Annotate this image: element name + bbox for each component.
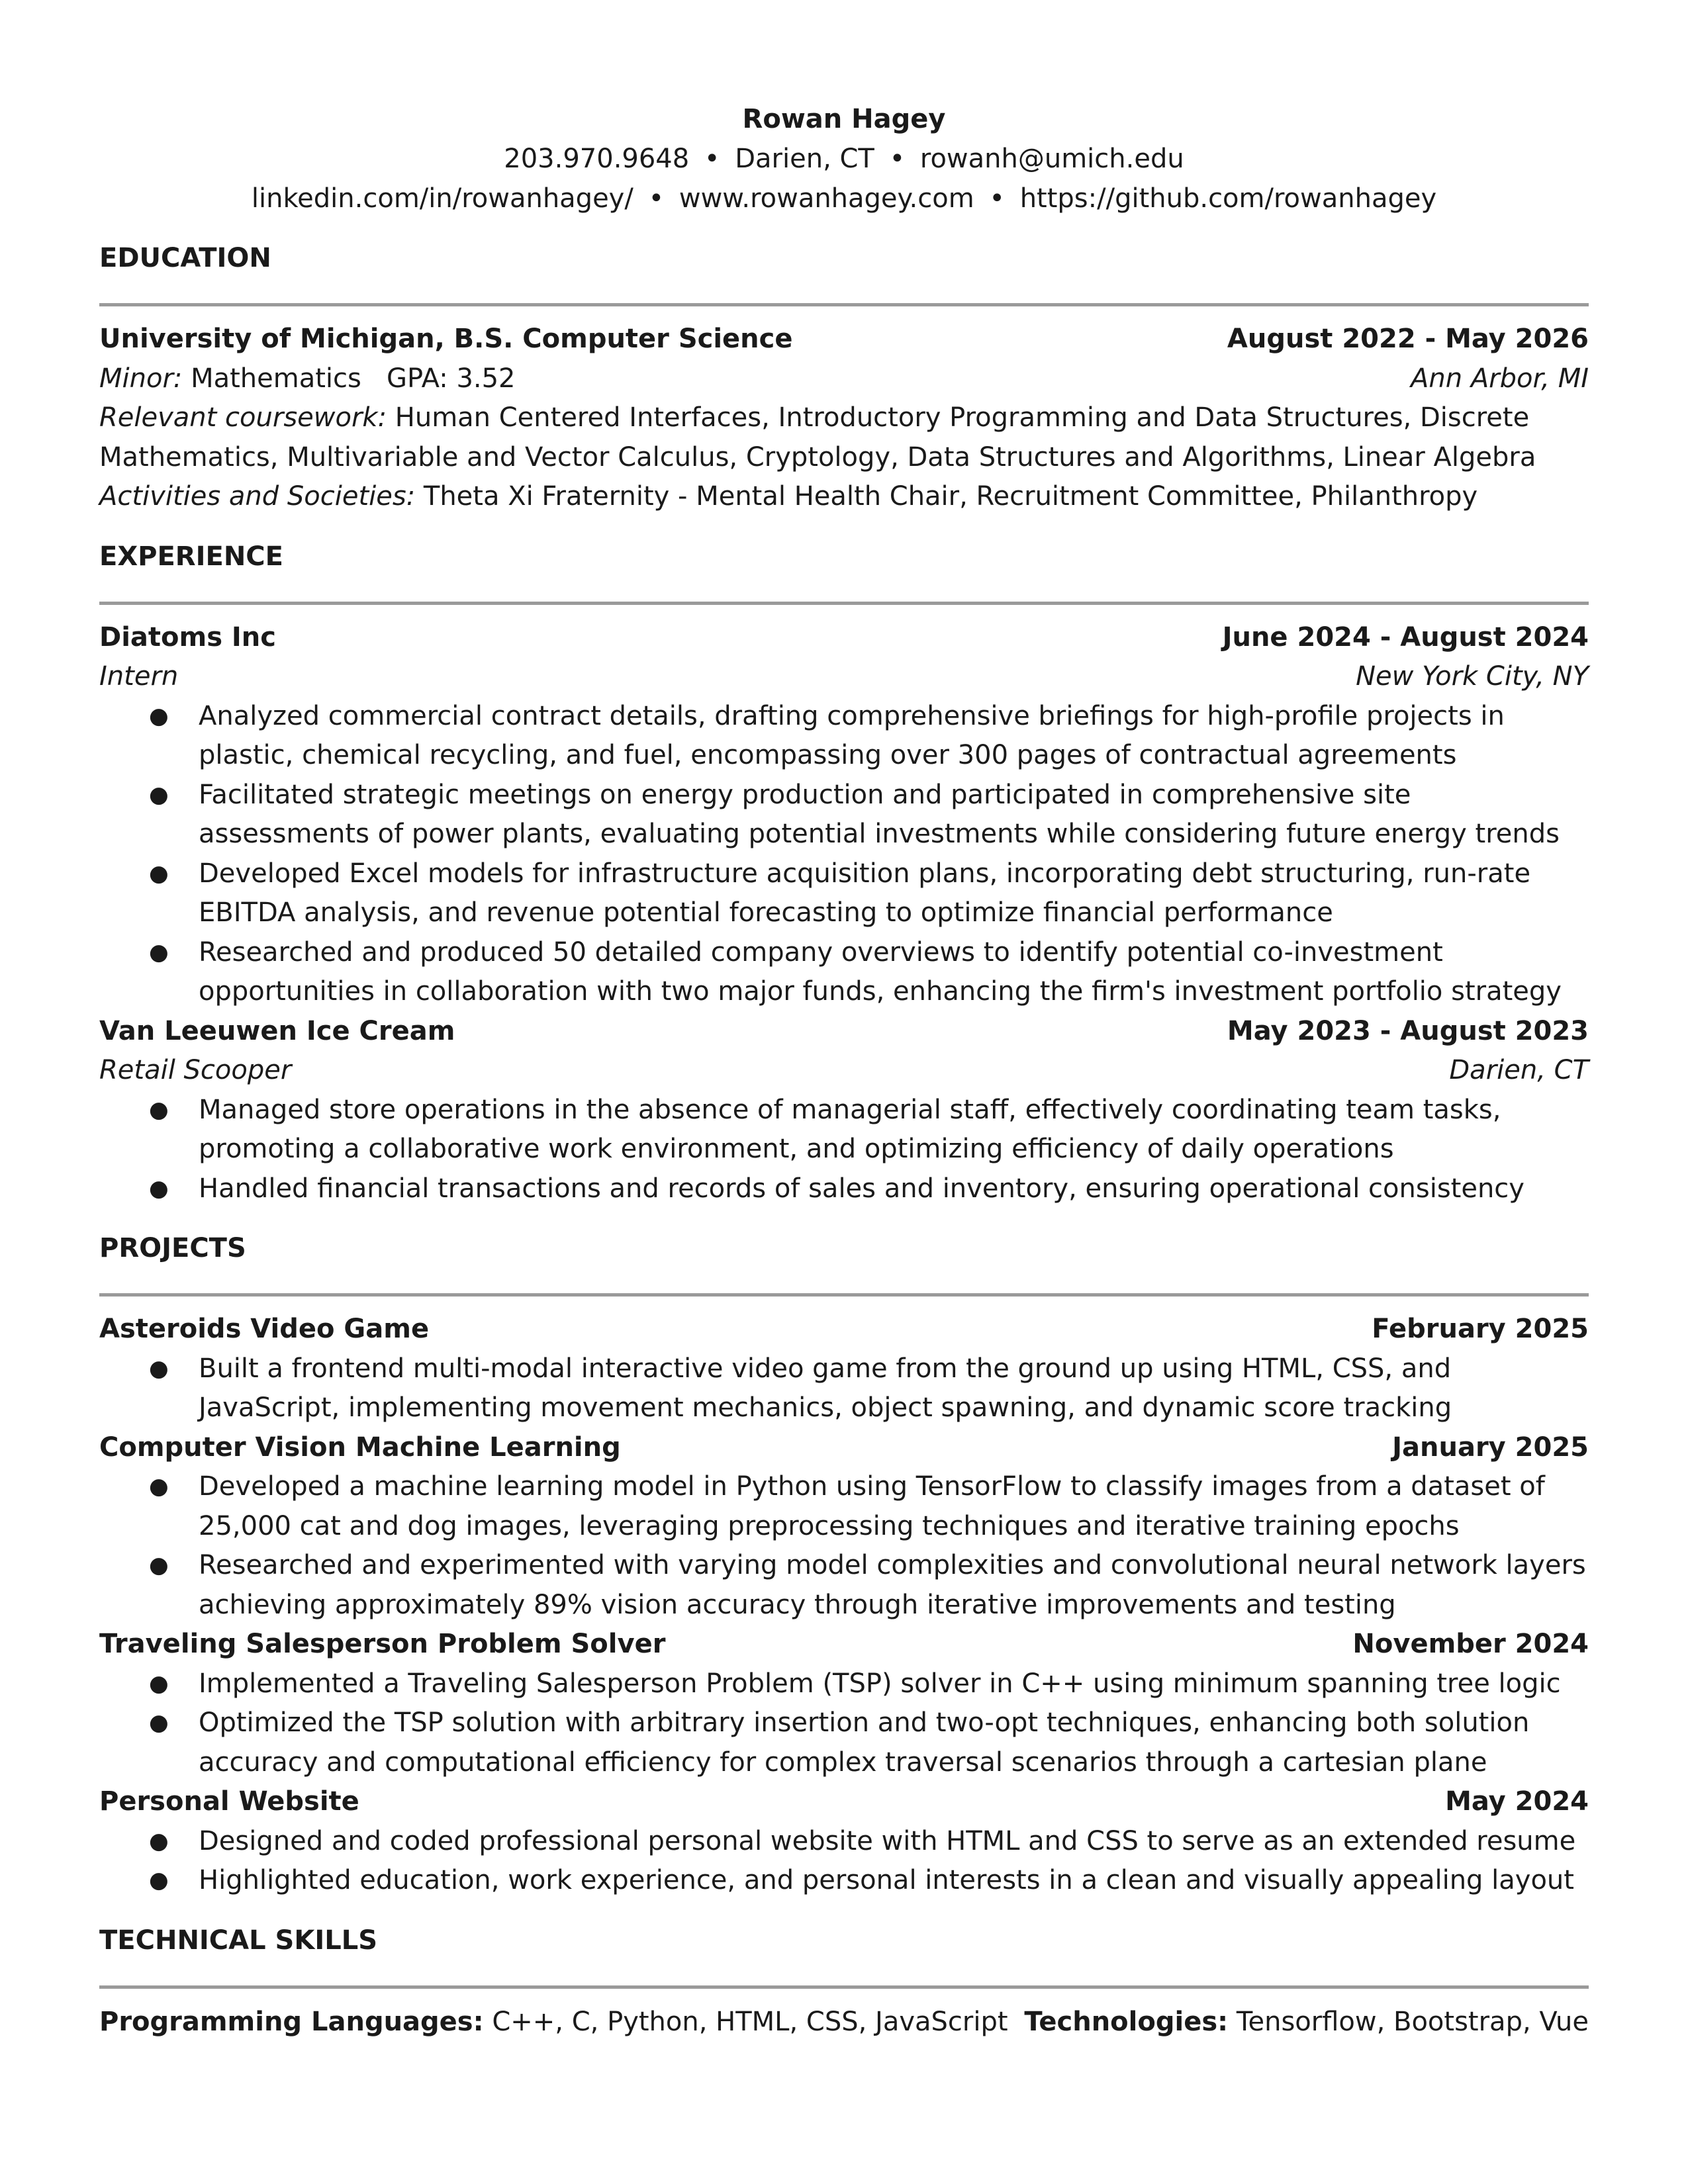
bullet-dot-icon: ● bbox=[149, 1096, 169, 1123]
bullet-dot-icon: ● bbox=[149, 860, 169, 887]
coursework-text: Human Centered Interfaces, Introductory Programming and Data Structures, Discrete Mathematics, Multivariable and Vector Calculus, Cryptology, Data Structures and Algorithms, Linear Algebra bbox=[99, 402, 1536, 473]
activities-line bbox=[99, 477, 1589, 517]
bullet-item bbox=[99, 933, 1589, 1012]
bullet-text: Developed a machine learning model in Python using TensorFlow to classify images from a dataset of 25,000 cat and dog images, leveraging preprocessing techniques and iterative training epochs bbox=[199, 1471, 1545, 1541]
project-name: Computer Vision Machine Learning bbox=[99, 1432, 621, 1463]
education-dates: August 2022 - May 2026 bbox=[1227, 324, 1589, 354]
bullet-text: Researched and produced 50 detailed company overviews to identify potential co-investment opportunities in collaboration with two major funds, enhancing the firm's investment portfolio strategy bbox=[199, 936, 1562, 1007]
email-link[interactable]: rowanh@umich.edu bbox=[919, 144, 1184, 174]
school-name: University of Michigan, B.S. Computer Science bbox=[99, 324, 793, 354]
bullet-text: Developed Excel models for infrastructure acquisition plans, incorporating debt structuring, run-rate EBITDA analysis, and revenue potential forecasting to optimize financial performance bbox=[199, 858, 1531, 928]
bullet-dot-icon: ● bbox=[149, 938, 169, 966]
phone-number: 203.970.9648 bbox=[504, 144, 690, 174]
bullet-text: Implemented a Traveling Salesperson Problem (TSP) solver in C++ using minimum spanning tree logic bbox=[199, 1668, 1561, 1699]
job-location: New York City, NY bbox=[1356, 661, 1589, 692]
coursework-line bbox=[99, 398, 1589, 477]
contact-line-2 bbox=[99, 179, 1589, 218]
section-divider bbox=[99, 1985, 1589, 1989]
bullet-text: Analyzed commercial contract details, drafting comprehensive briefings for high-profile projects in plastic, chemical recycling, and fuel, encompassing over 300 pages of contractual agreements bbox=[199, 700, 1505, 770]
job-entry bbox=[99, 618, 1589, 1012]
bullet-text: Built a frontend multi-modal interactive video game from the ground up using HTML, CSS, and JavaScript, implementing movement mechanics, object spawning, and dynamic score tracking bbox=[199, 1353, 1452, 1423]
bullet-item bbox=[99, 1861, 1589, 1901]
bullet-item bbox=[99, 854, 1589, 933]
skills-section bbox=[99, 1921, 1589, 2042]
project-header-row bbox=[99, 1625, 1589, 1664]
activities-text: Theta Xi Fraternity - Mental Health Chair, Recruitment Committee, Philanthropy bbox=[423, 481, 1478, 512]
bullet-text: Highlighted education, work experience, and personal interests in a clean and visually appealing layout bbox=[199, 1865, 1574, 1895]
bullet-item bbox=[99, 1546, 1589, 1625]
minor-label: Minor: bbox=[99, 363, 183, 394]
bullet-item bbox=[99, 776, 1589, 854]
project-bullets bbox=[99, 1822, 1589, 1901]
location: Darien, CT bbox=[735, 144, 874, 174]
bullet-item bbox=[99, 1169, 1589, 1209]
project-bullets bbox=[99, 1467, 1589, 1625]
job-role: Intern bbox=[99, 661, 179, 692]
candidate-name: Rowan Hagey bbox=[742, 104, 946, 134]
section-title-projects: PROJECTS bbox=[99, 1233, 246, 1263]
bullet-dot-icon: ● bbox=[149, 1827, 169, 1854]
technologies bbox=[1024, 2002, 1589, 2042]
bullet-separator: • bbox=[989, 183, 1005, 214]
bullet-item bbox=[99, 1704, 1589, 1782]
job-header-row bbox=[99, 1012, 1589, 1052]
bullet-dot-icon: ● bbox=[149, 1355, 169, 1382]
bullet-dot-icon: ● bbox=[149, 1670, 169, 1697]
contact-line-1 bbox=[99, 139, 1589, 179]
technologies-label: Technologies: bbox=[1024, 2006, 1229, 2037]
bullet-item bbox=[99, 697, 1589, 776]
programming-languages bbox=[99, 2002, 1008, 2042]
minor-value: Mathematics bbox=[191, 363, 361, 394]
job-role: Retail Scooper bbox=[99, 1055, 292, 1085]
bullet-text: Handled financial transactions and records of sales and inventory, ensuring operational consistency bbox=[199, 1173, 1524, 1204]
job-role-row bbox=[99, 1051, 1589, 1091]
bullet-separator: • bbox=[648, 183, 665, 214]
education-section bbox=[99, 238, 1589, 517]
linkedin-link[interactable]: linkedin.com/in/rowanhagey/ bbox=[251, 183, 633, 214]
bullet-separator: • bbox=[704, 144, 720, 174]
github-link[interactable]: https://github.com/rowanhagey bbox=[1019, 183, 1437, 214]
project-header-row bbox=[99, 1782, 1589, 1822]
job-dates: May 2023 - August 2023 bbox=[1227, 1015, 1589, 1046]
bullet-item bbox=[99, 1091, 1589, 1169]
project-header-row bbox=[99, 1310, 1589, 1349]
section-title-experience: EXPERIENCE bbox=[99, 541, 283, 572]
bullet-dot-icon: ● bbox=[149, 1473, 169, 1500]
project-date: February 2025 bbox=[1372, 1314, 1589, 1344]
project-name: Asteroids Video Game bbox=[99, 1314, 430, 1344]
coursework-label: Relevant coursework: bbox=[99, 402, 387, 433]
bullet-dot-icon: ● bbox=[149, 1867, 169, 1893]
bullet-text: Optimized the TSP solution with arbitrary insertion and two-opt techniques, enhancing both solution accuracy and computational efficiency for complex traversal scenarios through a cartesian plane bbox=[199, 1707, 1530, 1778]
project-entry bbox=[99, 1310, 1589, 1428]
job-dates: June 2024 - August 2024 bbox=[1222, 621, 1589, 653]
bullet-text: Researched and experimented with varying model complexities and convolutional neural network layers achieving approximately 89% vision accuracy through iterative improvements and testing bbox=[199, 1550, 1586, 1620]
bullet-item bbox=[99, 1822, 1589, 1862]
bullet-item bbox=[99, 1664, 1589, 1704]
projects-section bbox=[99, 1228, 1589, 1901]
section-divider bbox=[99, 602, 1589, 605]
section-title-education: EDUCATION bbox=[99, 243, 271, 273]
job-header-row bbox=[99, 618, 1589, 658]
resume-page bbox=[99, 99, 1589, 2042]
section-divider bbox=[99, 303, 1589, 306]
job-role-row bbox=[99, 657, 1589, 697]
gpa: GPA: 3.52 bbox=[387, 363, 516, 394]
languages-label: Programming Languages: bbox=[99, 2006, 484, 2037]
resume-header bbox=[99, 99, 1589, 218]
bullet-item bbox=[99, 1467, 1589, 1546]
bullet-text: Managed store operations in the absence of managerial staff, effectively coordinating team tasks, promoting a collaborative work environment, and optimizing efficiency of daily operations bbox=[199, 1094, 1501, 1164]
project-header-row bbox=[99, 1428, 1589, 1468]
job-location: Darien, CT bbox=[1449, 1055, 1589, 1085]
languages-value: C++, C, Python, HTML, CSS, JavaScript bbox=[492, 2006, 1008, 2037]
bullet-dot-icon: ● bbox=[149, 1552, 169, 1578]
project-entry bbox=[99, 1428, 1589, 1625]
skills-row bbox=[99, 2002, 1589, 2042]
project-bullets bbox=[99, 1664, 1589, 1783]
education-location: Ann Arbor, MI bbox=[1411, 363, 1589, 394]
project-name: Traveling Salesperson Problem Solver bbox=[99, 1629, 666, 1659]
project-date: November 2024 bbox=[1352, 1629, 1589, 1659]
job-bullets bbox=[99, 1091, 1589, 1209]
job-entry bbox=[99, 1012, 1589, 1209]
bullet-item bbox=[99, 1349, 1589, 1428]
bullet-dot-icon: ● bbox=[149, 1175, 169, 1202]
job-bullets bbox=[99, 697, 1589, 1012]
experience-section bbox=[99, 537, 1589, 1209]
project-entry bbox=[99, 1625, 1589, 1782]
bullet-text: Designed and coded professional personal website with HTML and CSS to serve as an extended resume bbox=[199, 1825, 1576, 1856]
bullet-dot-icon: ● bbox=[149, 702, 169, 729]
section-divider bbox=[99, 1293, 1589, 1297]
bullet-separator: • bbox=[889, 144, 906, 174]
bullet-text: Facilitated strategic meetings on energy production and participated in comprehensive site assessments of power plants, evaluating potential investments while considering future energy trends bbox=[199, 779, 1560, 849]
project-bullets bbox=[99, 1349, 1589, 1428]
project-name: Personal Website bbox=[99, 1786, 359, 1817]
bullet-dot-icon: ● bbox=[149, 781, 169, 808]
technologies-value: Tensorflow, Bootstrap, Vue bbox=[1236, 2006, 1589, 2037]
education-header-row bbox=[99, 320, 1589, 359]
website-link[interactable]: www.rowanhagey.com bbox=[679, 183, 974, 214]
company-name: Diatoms Inc bbox=[99, 621, 276, 653]
section-title-skills: TECHNICAL SKILLS bbox=[99, 1925, 377, 1956]
activities-label: Activities and Societies: bbox=[99, 481, 416, 512]
project-date: May 2024 bbox=[1445, 1786, 1589, 1817]
company-name: Van Leeuwen Ice Cream bbox=[99, 1015, 455, 1046]
education-detail-row bbox=[99, 359, 1589, 399]
project-date: January 2025 bbox=[1392, 1432, 1589, 1463]
project-entry bbox=[99, 1782, 1589, 1901]
bullet-dot-icon: ● bbox=[149, 1709, 169, 1736]
